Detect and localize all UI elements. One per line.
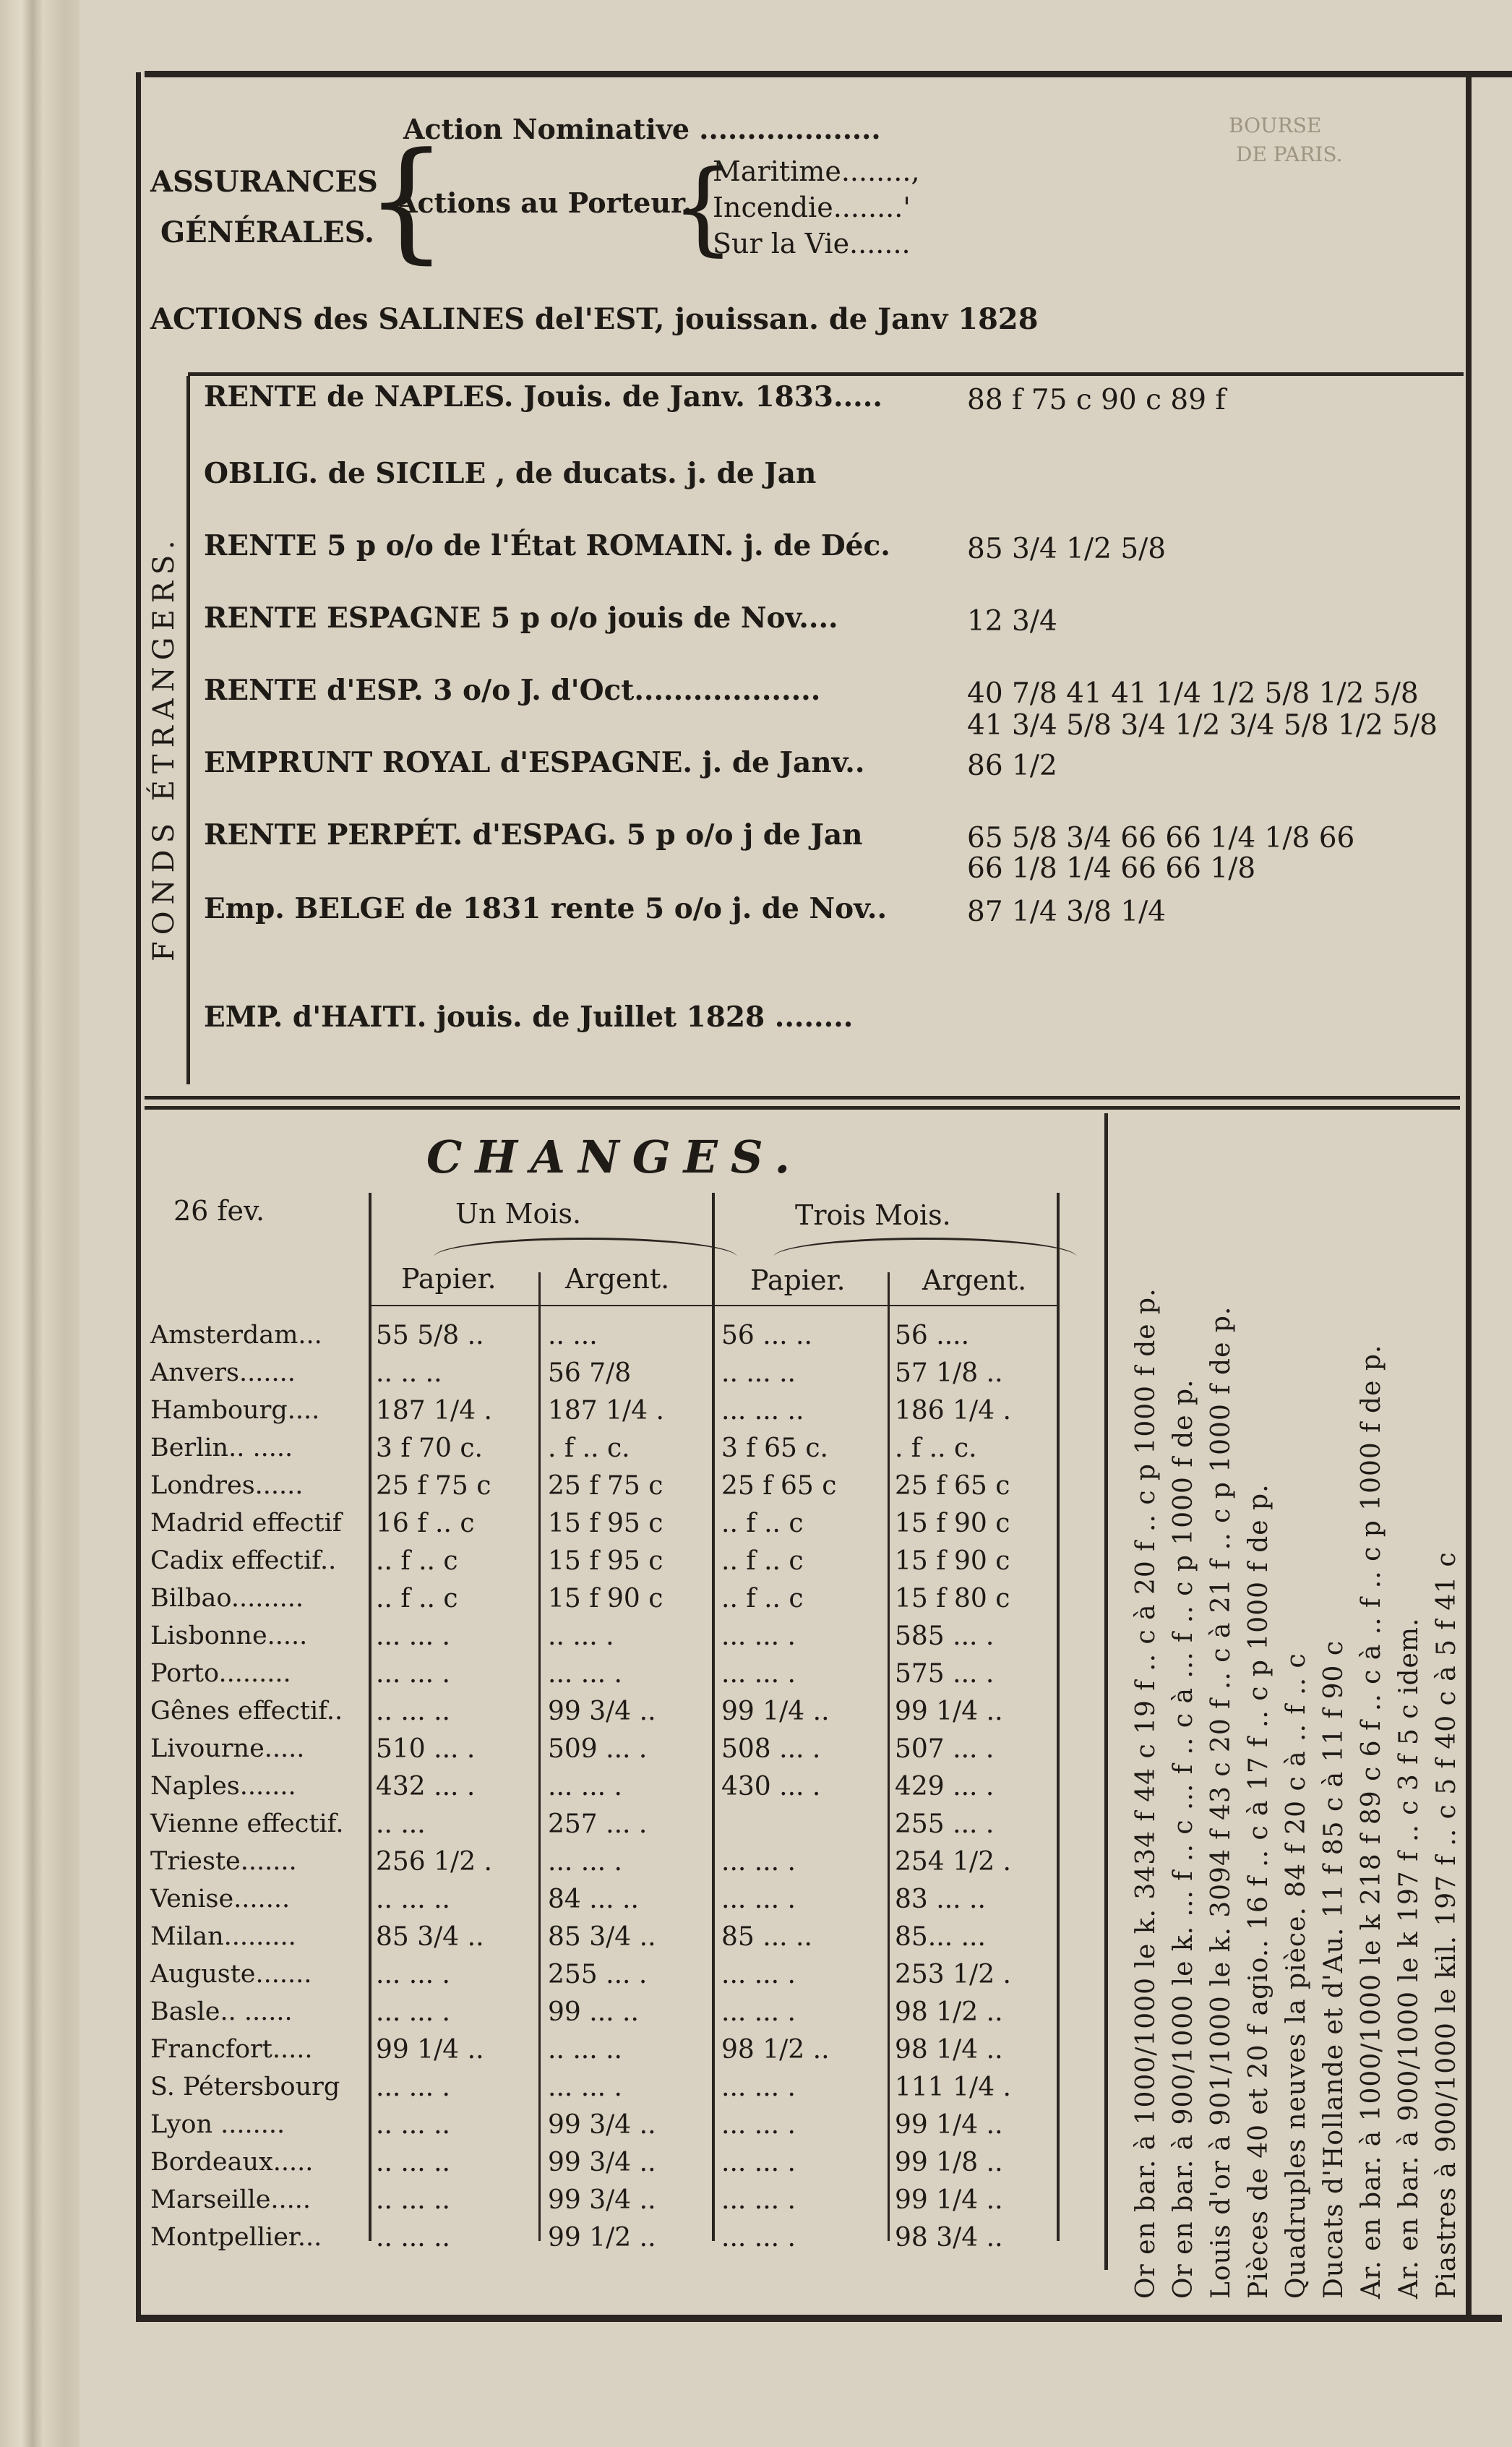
rate-cell: . f .. c. [548, 1434, 630, 1463]
rate-cell: ... ... . [376, 1659, 450, 1689]
rate-cell: ... ... . [721, 1847, 796, 1877]
action-nominative: Action Nominative ................... [403, 113, 881, 145]
city-name: Anvers....... [150, 1358, 296, 1387]
rate-cell: 15 f 90 c [895, 1546, 1010, 1576]
metal-line: Ar. en bar. à 900/1000 le k 197 f .. c 3 f 5 c idem. [1394, 1617, 1424, 2299]
incendie: Incendie........' [713, 192, 911, 223]
book-spine [0, 0, 87, 2447]
rate-cell: 430 ... . [721, 1772, 821, 1801]
metal-line: Ar. en bar. à 1000/1000 le k 218 f 89 c 6 f .. c à .. f .. c p 1000 f de p. [1357, 1344, 1386, 2299]
fonds-value: 40 7/8 41 41 1/4 1/2 5/8 1/2 5/8 [967, 677, 1419, 710]
city-name: Cadix effectif.. [150, 1546, 337, 1575]
metal-line: Ducats d'Hollande et d'Au. 11 f 85 c à 11 f 90 c [1319, 1640, 1349, 2299]
page [80, 0, 1512, 2447]
fonds-label: Emp. BELGE de 1831 rente 5 o/o j. de Nov.. [204, 892, 888, 925]
rate-cell: ... ... .. [721, 1396, 804, 1426]
rate-cell: .. ... [548, 1321, 598, 1350]
rate-cell: 253 1/2 . [895, 1960, 1011, 1989]
city-name: Madrid effectif [150, 1509, 342, 1538]
rate-cell: 510 ... . [376, 1734, 476, 1764]
city-name: Auguste....... [150, 1960, 312, 1989]
rate-cell: .. ... .. [376, 2110, 450, 2140]
fonds-side-label: FONDS ÉTRANGERS. [147, 533, 181, 961]
rate-cell: 99 3/4 .. [548, 2148, 656, 2177]
rate-cell: .. f .. c [376, 1546, 458, 1576]
rate-cell: ... ... . [548, 1659, 622, 1689]
rate-cell: .. ... .. [376, 2185, 450, 2215]
rate-cell: 85 3/4 .. [376, 1922, 484, 1952]
city-name: Lyon ........ [150, 2110, 285, 2139]
rate-cell: .. ... [376, 1809, 426, 1839]
city-name: Francfort..... [150, 2035, 313, 2064]
rate-cell: .. f .. c [721, 1509, 804, 1538]
rate-cell: ... ... . [721, 2223, 796, 2253]
trois-mois-label: Trois Mois. [795, 1199, 951, 1231]
right-rule [1466, 72, 1472, 2320]
metals-sep [1104, 1113, 1108, 2270]
rate-cell: 187 1/4 . [376, 1396, 492, 1426]
rate-cell: ... ... . [721, 2110, 796, 2140]
city-name: Hambourg.... [150, 1396, 320, 1425]
city-name: Bilbao......... [150, 1584, 304, 1613]
rate-cell: 85 ... .. [721, 1922, 812, 1952]
rate-cell: 186 1/4 . [895, 1396, 1011, 1426]
rate-cell: 15 f 80 c [895, 1584, 1010, 1614]
un-mois-arc [434, 1238, 737, 1257]
rate-cell: 99 1/4 .. [895, 2185, 1003, 2215]
fonds-value: 66 1/8 1/4 66 66 1/8 [967, 852, 1256, 885]
metal-line: Pièces de 40 et 20 f agio.. 16 f .. c à 17 f .. c p 1000 f de p. [1244, 1483, 1273, 2299]
rate-cell: 15 f 95 c [548, 1509, 663, 1538]
rate-cell: ... ... . [721, 1621, 796, 1651]
fonds-value: 86 1/2 [967, 750, 1057, 782]
fonds-top-rule [188, 372, 1464, 376]
city-name: Berlin.. ..... [150, 1434, 293, 1462]
fonds-label: EMP. d'HAITI. jouis. de Juillet 1828 ........ [204, 1000, 854, 1034]
rate-cell: ... ... . [721, 2073, 796, 2102]
city-name: S. Pétersbourg [150, 2073, 340, 2101]
rate-cell: 99 1/4 .. [895, 2110, 1003, 2140]
rate-cell: 257 ... . [548, 1809, 648, 1839]
city-name: Gênes effectif.. [150, 1697, 343, 1726]
rate-cell: ... ... . [721, 1960, 796, 1989]
rate-cell: 56 7/8 [548, 1358, 632, 1388]
fonds-label: RENTE PERPÉT. d'ESPAG. 5 p o/o j de Jan [204, 818, 863, 852]
rate-cell: 55 5/8 .. [376, 1321, 484, 1350]
col-sep-4 [888, 1272, 890, 2241]
rate-cell: ... ... . [721, 2185, 796, 2215]
rate-cell: 15 f 90 c [895, 1509, 1010, 1538]
city-name: Montpellier... [150, 2223, 322, 2252]
rate-cell: 84 ... .. [548, 1885, 639, 1914]
metal-line: Or en bar. à 1000/1000 le k. 3434 f 44 c 19 f .. c à 20 f .. c p 1000 f de p. [1131, 1287, 1161, 2299]
city-name: Lisbonne..... [150, 1621, 308, 1650]
rate-cell: .. ... .. [376, 2223, 450, 2253]
col-head-papier-1: Papier. [401, 1263, 497, 1295]
rate-cell: 507 ... . [895, 1734, 995, 1764]
trois-mois-arc [773, 1238, 1077, 1257]
rate-cell: 509 ... . [548, 1734, 648, 1764]
rate-cell: 585 ... . [895, 1621, 995, 1651]
salines: ACTIONS des SALINES del'EST, jouissan. de Janv 1828 [150, 302, 1039, 336]
rate-cell: 25 f 75 c [548, 1471, 663, 1501]
rate-cell: .. ... . [548, 1621, 614, 1651]
bottom-rule [136, 2315, 1502, 2322]
rate-cell: 25 f 75 c [376, 1471, 491, 1501]
rate-cell: 254 1/2 . [895, 1847, 1011, 1877]
brace-left: { [365, 125, 448, 276]
rate-cell: ... ... . [376, 1997, 450, 2027]
rate-cell: . f .. c. [895, 1434, 977, 1463]
rate-cell: ... ... . [548, 2073, 622, 2102]
city-name: Vienne effectif. [150, 1809, 344, 1838]
city-name: Londres...... [150, 1471, 304, 1500]
fonds-label: EMPRUNT ROYAL d'ESPAGNE. j. de Janv.. [204, 746, 865, 779]
rate-cell: ... ... . [721, 2148, 796, 2177]
rate-cell: .. f .. c [376, 1584, 458, 1614]
fonds-label: RENTE ESPAGNE 5 p o/o jouis de Nov.... [204, 601, 838, 635]
col-head-argent-2: Argent. [922, 1264, 1027, 1296]
maritime: Maritime........, [713, 155, 920, 187]
rate-cell: 57 1/8 .. [895, 1358, 1003, 1388]
header-underline [369, 1305, 1059, 1306]
city-name: Marseille..... [150, 2185, 312, 2214]
rate-cell: 99 1/4 .. [721, 1697, 830, 1726]
sur-la-vie: Sur la Vie....... [713, 228, 911, 260]
rate-cell: 187 1/4 . [548, 1396, 664, 1426]
rate-cell: ... ... . [376, 2073, 450, 2102]
changes-rule-2 [145, 1106, 1460, 1110]
rate-cell: 15 f 90 c [548, 1584, 663, 1614]
fonds-label: RENTE de NAPLES. Jouis. de Janv. 1833..... [204, 380, 882, 413]
actions-porteur: Actions au Porteur. [396, 187, 692, 219]
rate-cell: 16 f .. c [376, 1509, 475, 1538]
city-name: Bordeaux..... [150, 2148, 314, 2177]
rate-cell: 98 1/2 .. [721, 2035, 830, 2065]
rate-cell: 25 f 65 c [721, 1471, 837, 1501]
col-head-argent-1: Argent. [565, 1263, 670, 1295]
fonds-left-rule [186, 376, 190, 1084]
rate-cell: 429 ... . [895, 1772, 995, 1801]
col-head-papier-2: Papier. [750, 1264, 846, 1296]
rate-cell: .. ... .. [376, 2148, 450, 2177]
fonds-label: OBLIG. de SICILE , de ducats. j. de Jan [204, 457, 817, 490]
rate-cell: 99 1/8 .. [895, 2148, 1003, 2177]
rate-cell: .. f .. c [721, 1546, 804, 1576]
city-name: Naples....... [150, 1772, 296, 1801]
assurances-label-1: ASSURANCES [150, 165, 378, 199]
city-name: Venise....... [150, 1885, 291, 1914]
rate-cell: 111 1/4 . [895, 2073, 1011, 2102]
ghost-2: DE PARIS. [1236, 142, 1343, 166]
rate-cell: ... ... . [721, 1997, 796, 2027]
metal-line: Louis d'or à 901/1000 le k. 3094 f 43 c 20 f .. c à 21 f .. c p 1000 f de p. [1206, 1306, 1236, 2299]
city-name: Amsterdam... [150, 1321, 322, 1350]
rate-cell: .. ... .. [376, 1697, 450, 1726]
changes-date: 26 fev. [173, 1195, 265, 1227]
city-name: Trieste....... [150, 1847, 297, 1876]
rate-cell: 99 3/4 .. [548, 1697, 656, 1726]
rate-cell: ... ... . [376, 1621, 450, 1651]
rate-cell: 56 .... [895, 1321, 970, 1350]
rate-cell: 99 1/4 .. [376, 2035, 484, 2065]
city-name: Livourne..... [150, 1734, 305, 1763]
rate-cell: 99 1/2 .. [548, 2223, 656, 2253]
metal-line: Piastres à 900/1000 le kil. 197 f .. c 5 f 40 c à 5 f 41 c [1432, 1551, 1461, 2299]
metal-line: Quadruples neuves la pièce. 84 f 20 c à .. f .. c [1281, 1653, 1311, 2299]
rate-cell: 432 ... . [376, 1772, 476, 1801]
rate-cell: 3 f 70 c. [376, 1434, 483, 1463]
col-sep-2 [538, 1272, 541, 2241]
un-mois-label: Un Mois. [455, 1198, 582, 1230]
fonds-value: 41 3/4 5/8 3/4 1/2 3/4 5/8 1/2 5/8 [967, 709, 1438, 742]
changes-rule-1 [145, 1096, 1460, 1100]
rate-cell: 15 f 95 c [548, 1546, 663, 1576]
rate-cell: .. f .. c [721, 1584, 804, 1614]
rate-cell: .. ... .. [721, 1358, 796, 1388]
rate-cell: 98 3/4 .. [895, 2223, 1003, 2253]
rate-cell: .. ... .. [548, 2035, 622, 2065]
rate-cell: ... ... . [721, 1885, 796, 1914]
col-sep-3 [712, 1193, 715, 2241]
rate-cell: 255 ... . [548, 1960, 648, 1989]
fonds-value: 88 f 75 c 90 c 89 f [967, 384, 1226, 416]
brace-right: { [671, 149, 736, 267]
city-name: Basle.. ...... [150, 1997, 293, 2026]
top-rule [145, 71, 1512, 77]
rate-cell: 25 f 65 c [895, 1471, 1010, 1501]
assurances-label-2: GÉNÉRALES. [160, 215, 374, 249]
col-sep-5 [1057, 1193, 1060, 2241]
col-sep-1 [369, 1193, 371, 2241]
fonds-value: 87 1/4 3/8 1/4 [967, 896, 1167, 928]
rate-cell: 99 ... .. [548, 1997, 639, 2027]
fonds-label: RENTE 5 p o/o de l'État ROMAIN. j. de Déc. [204, 529, 890, 562]
rate-cell: 56 ... .. [721, 1321, 812, 1350]
rate-cell: ... ... . [548, 1847, 622, 1877]
rate-cell: 508 ... . [721, 1734, 821, 1764]
rate-cell: 3 f 65 c. [721, 1434, 828, 1463]
rate-cell: ... ... . [548, 1772, 622, 1801]
fonds-value: 12 3/4 [967, 605, 1057, 638]
rate-cell: 575 ... . [895, 1659, 995, 1689]
fonds-value: 65 5/8 3/4 66 66 1/4 1/8 66 [967, 822, 1355, 854]
rate-cell: ... ... . [376, 1960, 450, 1989]
rate-cell: 83 ... .. [895, 1885, 986, 1914]
rate-cell: 85... ... [895, 1922, 986, 1952]
fonds-value: 85 3/4 1/2 5/8 [967, 533, 1167, 565]
rate-cell: 85 3/4 .. [548, 1922, 656, 1952]
rate-cell: 255 ... . [895, 1809, 995, 1839]
fonds-label: RENTE d'ESP. 3 o/o J. d'Oct................... [204, 674, 821, 707]
rate-cell: 99 3/4 .. [548, 2110, 656, 2140]
rate-cell: 98 1/4 .. [895, 2035, 1003, 2065]
rate-cell: ... ... . [721, 1659, 796, 1689]
ghost-1: BOURSE [1229, 113, 1322, 137]
rate-cell: 256 1/2 . [376, 1847, 492, 1877]
left-rule [136, 72, 141, 2320]
rate-cell: 98 1/2 .. [895, 1997, 1003, 2027]
changes-title: CHANGES. [426, 1131, 804, 1183]
rate-cell: 99 1/4 .. [895, 1697, 1003, 1726]
rate-cell: .. .. .. [376, 1358, 442, 1388]
rate-cell: 99 3/4 .. [548, 2185, 656, 2215]
city-name: Milan......... [150, 1922, 296, 1951]
rate-cell: .. ... .. [376, 1885, 450, 1914]
city-name: Porto......... [150, 1659, 291, 1688]
metal-line: Or en bar. à 900/1000 le k. ... f .. c ... f .. c à ... f .. c p 1000 f de p. [1169, 1379, 1198, 2299]
